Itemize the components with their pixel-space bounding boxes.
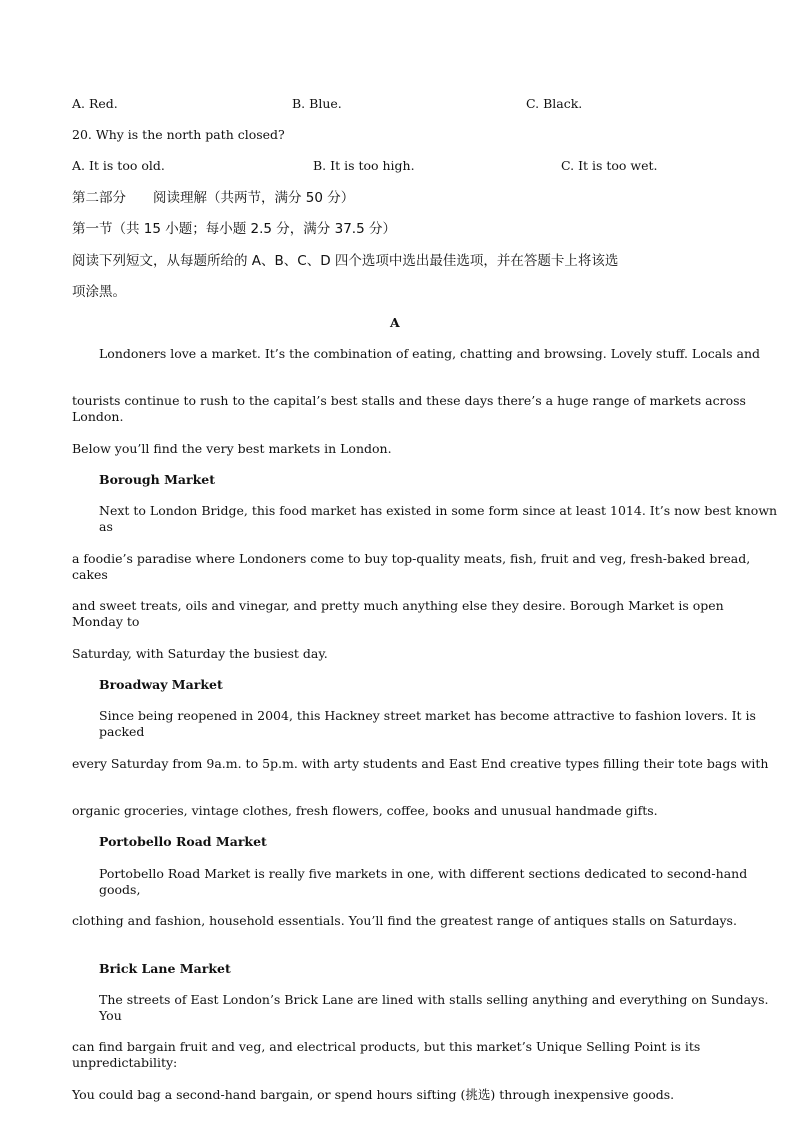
passage-label: A bbox=[390, 315, 400, 330]
instruction-line-2: 项涂黑。 bbox=[72, 284, 126, 300]
broadway-line-1: Since being reopened in 2004, this Hackney street market has become attractive to fashion lovers. It is packed bbox=[99, 708, 756, 739]
broadway-line-2: every Saturday from 9a.m. to 5p.m. with arty students and East End creative types filling their tote bags with bbox=[72, 756, 769, 771]
bricklane-line-3: You could bag a second-hand bargain, or spend hours sifting (挑选) through inexpensive goods. bbox=[72, 1087, 675, 1102]
q20-option-c: C. It is too wet. bbox=[561, 158, 658, 173]
borough-line-1: Next to London Bridge, this food market has existed in some form since at least 1014. It’s now best known as bbox=[99, 503, 778, 534]
bricklane-line-2: can find bargain fruit and veg, and electrical products, but this market’s Unique Selling Point is its unpredictability: bbox=[72, 1039, 701, 1070]
intro-line-1: Londoners love a market. It’s the combination of eating, chatting and browsing. Lovely stuff. Locals and bbox=[99, 346, 761, 361]
intro-line-3: Below you’ll find the very best markets in London. bbox=[72, 441, 392, 456]
q19-option-a: A. Red. bbox=[72, 96, 118, 111]
bricklane-title: Brick Lane Market bbox=[99, 961, 231, 976]
borough-line-3: and sweet treats, oils and vinegar, and pretty much anything else they desire. Borough Market is open Monday to bbox=[72, 598, 724, 629]
q20-option-a: A. It is too old. bbox=[72, 158, 165, 173]
portobello-title: Portobello Road Market bbox=[99, 834, 267, 849]
q19-option-b: B. Blue. bbox=[292, 96, 342, 111]
portobello-line-1: Portobello Road Market is really five markets in one, with different sections dedicated to second-hand goods, bbox=[99, 866, 748, 897]
q19-option-c: C. Black. bbox=[526, 96, 583, 111]
borough-title: Borough Market bbox=[99, 472, 216, 487]
borough-line-4: Saturday, with Saturday the busiest day. bbox=[72, 646, 328, 661]
section1-title: 第一节（共 15 小题；每小题 2.5 分，满分 37.5 分） bbox=[72, 221, 396, 237]
q20-option-b: B. It is too high. bbox=[313, 158, 415, 173]
instruction-line-1: 阅读下列短文，从每题所给的 A、B、C、D 四个选项中选出最佳选项，并在答题卡上将该选 bbox=[72, 253, 619, 269]
q20-question: 20. Why is the north path closed? bbox=[72, 127, 285, 142]
broadway-line-3: organic groceries, vintage clothes, fresh flowers, coffee, books and unusual handmade gifts. bbox=[72, 803, 658, 818]
portobello-line-2: clothing and fashion, household essentials. You’ll find the greatest range of antiques stalls on Saturdays. bbox=[72, 913, 737, 928]
borough-line-2: a foodie’s paradise where Londoners come to buy top-quality meats, fish, fruit and veg, fresh-baked bread, cakes bbox=[72, 551, 751, 582]
bricklane-line-1: The streets of East London’s Brick Lane are lined with stalls selling anything and everything on Sundays. You bbox=[99, 992, 769, 1023]
intro-line-2: tourists continue to rush to the capital’s best stalls and these days there’s a huge range of markets across London. bbox=[72, 393, 746, 424]
part2-title: 第二部分 阅读理解（共两节，满分 50 分） bbox=[72, 190, 355, 206]
broadway-title: Broadway Market bbox=[99, 677, 223, 692]
